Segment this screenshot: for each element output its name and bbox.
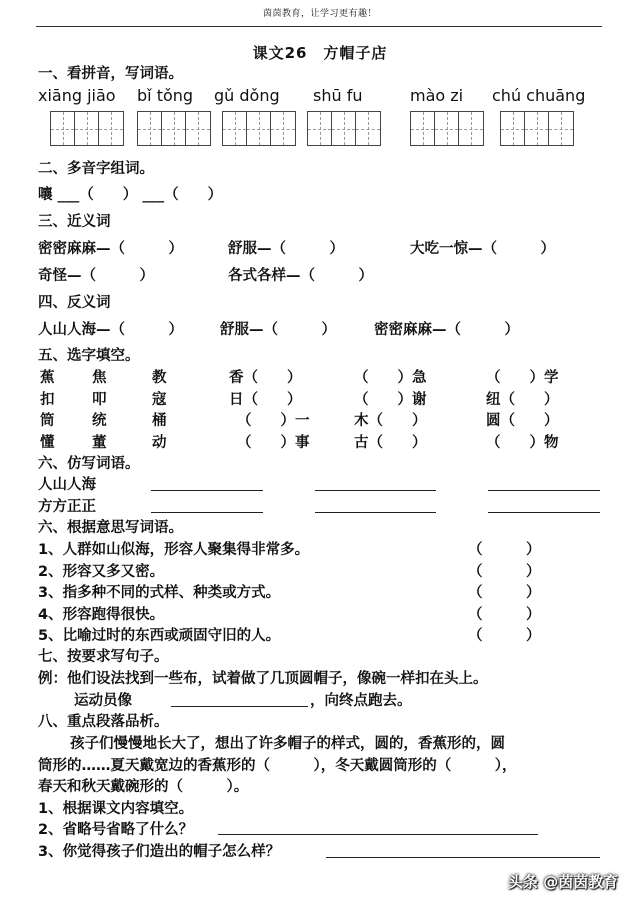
antonym-1: 人山人海—（ ） [38,322,183,338]
antonym-2: 舒服—（ ） [220,322,336,338]
task-prefix: 运动员像 [74,693,132,709]
pinyin-3: gǔ dǒng [214,86,280,105]
fill-blank: 古（ ） [354,435,427,451]
synonym-3: 大吃一惊—（ ） [410,241,555,257]
writing-box-1[interactable] [50,111,124,146]
answer-line[interactable] [218,834,538,835]
imitate-word-1: 人山人海 [38,477,96,493]
answer-paren: （ ） [468,585,541,601]
fill-blank: （ ）事 [237,435,310,451]
passage-line-2: 筒形的……夏天戴宽边的香蕉形的（ ），冬天戴圆筒形的（ ）， [38,758,517,774]
question-2: 2、省略号省略了什么？ [38,822,194,838]
fill-blank: 木（ ） [354,413,427,429]
section-2-heading: 二、多音字组词。 [38,161,154,177]
char-option: 动 [152,435,167,451]
answer-paren: （ ） [468,628,541,644]
char-option: 寇 [152,392,167,408]
section-4-heading: 四、反义词 [38,295,111,311]
pinyin-1: xiāng jiāo [38,86,116,105]
writing-box-5[interactable] [410,111,484,146]
writing-box-6[interactable] [500,111,574,146]
fill-blank: 圆（ ） [486,413,559,429]
pinyin-6: chú chuāng [492,86,586,105]
fill-blank: （ ）物 [486,435,559,451]
char-option: 董 [92,435,107,451]
pinyin-5: mào zi [410,86,464,105]
polyphone-line: 嚷 ___（ ） ___（ ） [38,187,223,203]
synonym-4: 奇怪—（ ） [38,268,154,284]
answer-line[interactable] [488,512,600,513]
answer-paren: （ ） [468,564,541,580]
char-option: 教 [152,370,167,386]
answer-paren: （ ） [468,607,541,623]
pinyin-4: shū fu [313,86,363,105]
char-option: 懂 [40,435,55,451]
example-sentence: 例：他们设法找到一些布，试着做了几顶圆帽子，像碗一样扣在头上。 [38,671,488,687]
question-1: 1、根据课文内容填空。 [38,801,194,817]
writing-box-4[interactable] [307,111,381,146]
fill-blank: 纽（ ） [486,392,559,408]
header-rule [36,26,602,27]
section-8-heading: 七、按要求写句子。 [38,649,169,665]
question-3: 3、你觉得孩子们造出的帽子怎么样？ [38,844,281,860]
writing-box-2[interactable] [137,111,211,146]
synonym-1: 密密麻麻—（ ） [38,241,183,257]
watermark: 头条 @茵茵教育 [508,873,619,891]
char-option: 焦 [92,370,107,386]
imitate-word-2: 方方正正 [38,499,96,515]
section-5-heading: 五、选字填空。 [38,348,140,364]
answer-line[interactable] [488,490,600,491]
answer-line[interactable] [315,490,436,491]
answer-line[interactable] [315,512,436,513]
char-option: 筒 [40,413,55,429]
answer-line[interactable] [151,490,263,491]
char-option: 叩 [92,392,107,408]
meaning-item-3: 3、指多种不同的式样、种类或方式。 [38,585,281,601]
section-7-heading: 六、根据意思写词语。 [38,520,183,536]
meaning-item-1: 1、人群如山似海，形容人聚集得非常多。 [38,542,310,558]
synonym-5: 各式各样—（ ） [228,268,373,284]
fill-blank: （ ）急 [354,370,427,386]
meaning-item-5: 5、比喻过时的东西或顽固守旧的人。 [38,628,281,644]
section-3-heading: 三、近义词 [38,214,111,230]
answer-line[interactable] [326,857,600,858]
synonym-2: 舒服—（ ） [228,241,344,257]
passage-line-3: 春天和秋天戴碗形的（ ）。 [38,779,249,795]
pinyin-2: bǐ tǒng [137,86,194,105]
answer-paren: （ ） [468,542,541,558]
fill-blank: 日（ ） [229,392,302,408]
answer-line[interactable] [171,706,308,707]
task-suffix: ，向终点跑去。 [310,693,412,709]
meaning-item-2: 2、形容又多又密。 [38,564,165,580]
antonym-3: 密密麻麻—（ ） [374,322,519,338]
section-1-heading: 一、看拼音，写词语。 [38,66,183,82]
page-title: 课文26 方帽子店 [252,44,388,62]
section-9-heading: 八、重点段落品析。 [38,714,169,730]
fill-blank: （ ）谢 [354,392,427,408]
meaning-item-4: 4、形容跑得很快。 [38,607,165,623]
char-option: 扣 [40,392,55,408]
char-option: 蕉 [40,370,55,386]
answer-line[interactable] [151,512,263,513]
char-option: 统 [92,413,107,429]
fill-blank: （ ）一 [237,413,310,429]
fill-blank: 香（ ） [229,370,302,386]
writing-box-3[interactable] [222,111,296,146]
section-6-heading: 六、仿写词语。 [38,456,140,472]
char-option: 桶 [152,413,167,429]
fill-blank: （ ）学 [486,370,559,386]
passage-line-1: 孩子们慢慢地长大了，想出了许多帽子的样式，圆的，香蕉形的，圆 [70,736,505,752]
header-note: 茵茵教育，让学习更有趣！ [262,9,377,19]
